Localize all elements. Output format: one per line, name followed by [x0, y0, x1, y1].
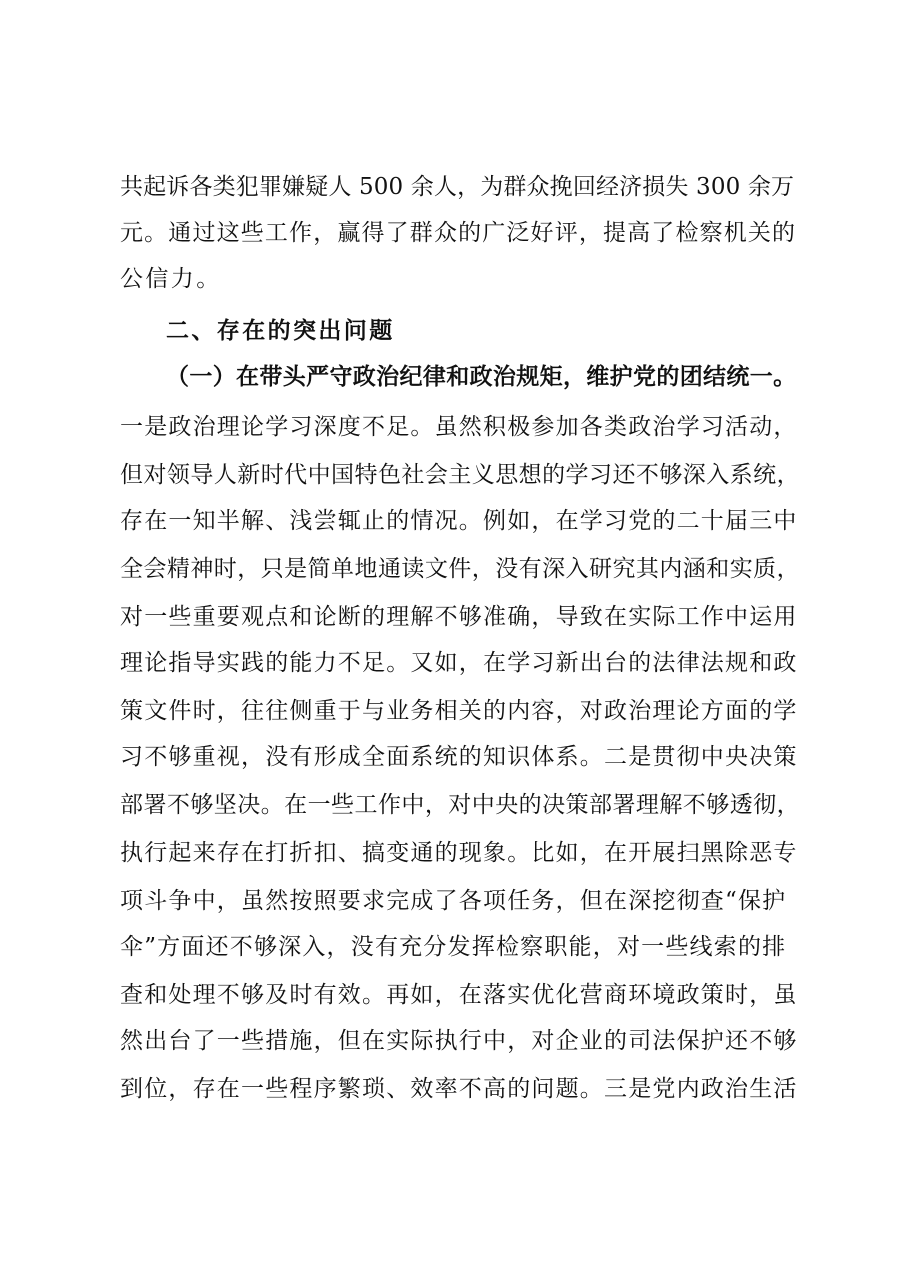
paragraph-line: 一是政治理论学习深度不足。虽然积极参加各类政治学习活动，	[120, 414, 798, 440]
paragraph-line: 共起诉各类犯罪嫌疑人 500 余人，为群众挽回经济损失 300 余万	[120, 174, 795, 200]
paragraph-line: 然出台了一些措施，但在实际执行中，对企业的司法保护还不够	[120, 1028, 798, 1054]
paragraph-line: 项斗争中，虽然按照要求完成了各项任务，但在深挖彻查“保护	[120, 888, 787, 914]
subsection-heading: （一）在带头严守政治纪律和政治规矩，维护党的团结统一。	[166, 363, 797, 390]
paragraph-line: 部署不够坚决。在一些工作中，对中央的决策部署理解不够透彻，	[120, 792, 801, 818]
paragraph-line: 到位，存在一些程序繁琐、效率不高的问题。三是党内政治生活	[120, 1076, 798, 1102]
paragraph-line: 元。通过这些工作，赢得了群众的广泛好评，提高了检察机关的	[120, 220, 797, 246]
paragraph-line: 理论指导实践的能力不足。又如，在学习新出台的法律法规和政	[120, 650, 798, 676]
paragraph-line: 公信力。	[120, 266, 222, 292]
paragraph-line: 存在一知半解、浅尝辄止的情况。例如，在学习党的二十届三中	[120, 508, 798, 534]
section-heading: 二、存在的突出问题	[166, 318, 395, 344]
paragraph-line: 对一些重要观点和论断的理解不够准确，导致在实际工作中运用	[120, 604, 798, 630]
paragraph-line: 伞”方面还不够深入，没有充分发挥检察职能，对一些线索的排	[120, 934, 787, 960]
paragraph-line: 执行起来存在打折扣、搞变通的现象。比如，在开展扫黑除恶专	[120, 840, 798, 866]
paragraph-line: 习不够重视，没有形成全面系统的知识体系。二是贯彻中央决策	[120, 744, 798, 770]
paragraph-line: 全会精神时，只是简单地通读文件，没有深入研究其内涵和实质，	[120, 556, 801, 582]
paragraph-line: 但对领导人新时代中国特色社会主义思想的学习还不够深入系统，	[120, 462, 801, 488]
paragraph-line: 策文件时，往往侧重于与业务相关的内容，对政治理论方面的学	[120, 698, 798, 724]
paragraph-line: 查和处理不够及时有效。再如，在落实优化营商环境政策时，虽	[120, 982, 798, 1008]
